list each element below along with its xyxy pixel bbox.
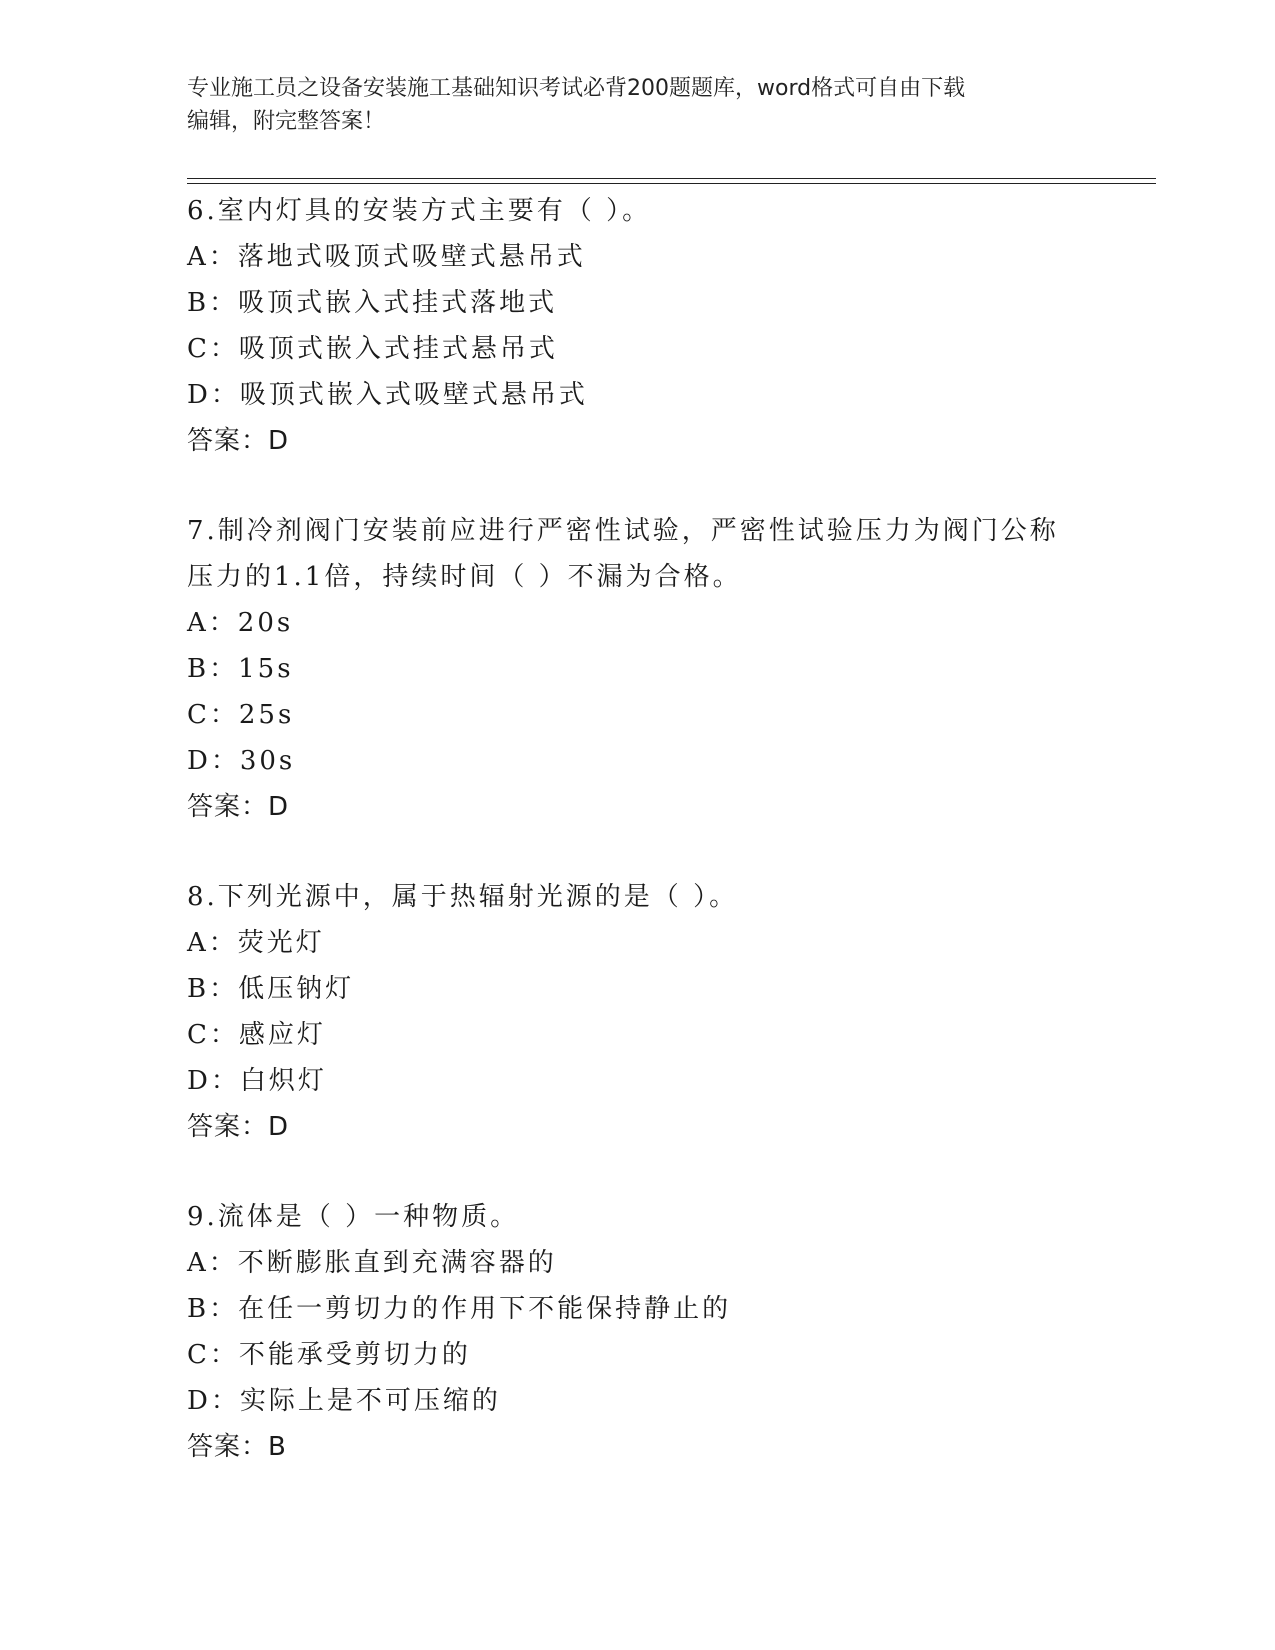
header-title-line-2: 编辑，附完整答案！ (187, 109, 386, 134)
option-d: D：白炽灯 (187, 1066, 327, 1096)
question-stem: 6.室内灯具的安装方式主要有（ ）。 (187, 196, 652, 226)
option-b: B：在任一剪切力的作用下不能保持静止的 (187, 1294, 732, 1324)
question-stem: 7.制冷剂阀门安装前应进行严密性试验，严密性试验压力为阀门公称压力的1.1倍，持续时间（ ）不漏为合格。 (187, 516, 1059, 592)
option-a: A：落地式吸顶式吸壁式悬吊式 (187, 242, 586, 272)
question-8 (187, 874, 1087, 1150)
option-d: D：实际上是不可压缩的 (187, 1386, 501, 1416)
question-list (187, 188, 1087, 1514)
option-c: C：吸顶式嵌入式挂式悬吊式 (187, 334, 558, 364)
header-divider-top (187, 178, 1156, 179)
option-b: B：低压钠灯 (187, 974, 355, 1004)
option-a: A：20s (187, 608, 294, 638)
document-header (187, 72, 1087, 138)
question-7 (187, 508, 1087, 830)
header-divider-bottom (187, 183, 1156, 184)
answer: 答案：D (187, 1112, 290, 1142)
option-b: B：15s (187, 654, 294, 684)
option-a: A：不断膨胀直到充满容器的 (187, 1248, 557, 1278)
option-d: D：吸顶式嵌入式吸壁式悬吊式 (187, 380, 588, 410)
option-c: C：不能承受剪切力的 (187, 1340, 471, 1370)
question-9 (187, 1194, 1087, 1470)
answer: 答案：D (187, 792, 290, 822)
question-6 (187, 188, 1087, 464)
question-stem: 9.流体是（ ）一种物质。 (187, 1202, 520, 1232)
header-title-line-1: 专业施工员之设备安装施工基础知识考试必背200题题库，word格式可自由下载 (187, 76, 966, 101)
question-stem: 8.下列光源中，属于热辐射光源的是（ ）。 (187, 882, 739, 912)
answer: 答案：B (187, 1432, 287, 1462)
option-b: B：吸顶式嵌入式挂式落地式 (187, 288, 558, 318)
option-a: A：荧光灯 (187, 928, 325, 958)
option-c: C：感应灯 (187, 1020, 326, 1050)
answer: 答案：D (187, 426, 290, 456)
option-d: D：30s (187, 746, 296, 776)
option-c: C：25s (187, 700, 295, 730)
